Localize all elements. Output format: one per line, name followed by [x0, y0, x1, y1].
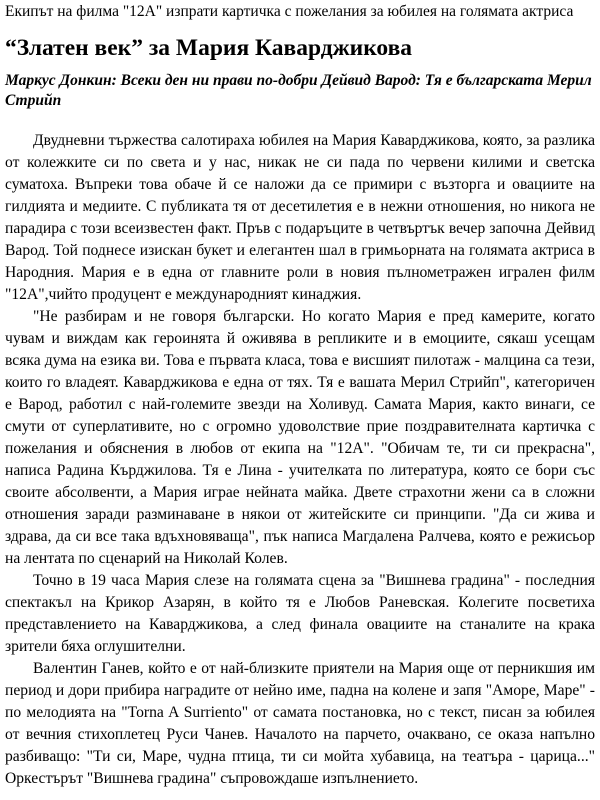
article-body: [5, 130, 595, 790]
article-paragraph: Двудневни тържества салотираха юбилея на Мария Каварджикова, която, за разлика от колежките си по света и у нас, никак не си пада по червени килими и светска суматоха. Въпреки това обаче й се наложи да се примири с възторга и овациите на гилдията и медиите. С публиката тя от десетилетия е в нежни отношения, но никога не парадира с този всеизвестен факт. Пръв с подаръците в четвъртък вечер започна Дейвид Варод. Той поднесе изискан букет и елегантен шал в гримьорната на голямата актриса в Народния. Мария е в една от главните роли в новия пълнометражен игрален филм "12А",чийто продуцент е международният кинаджия.: [5, 132, 595, 303]
article-paragraph: Валентин Ганев, който е от най-близките приятели на Мария още от перникшия им период и дори прибира наградите от нейно име, падна на колене и запя "Аморе, Маре" - по мелодията на "Torna A Surriento" от самата постановка, но с текст, писан за юбилея от вечния стихоплетец Руси Чанев. Началото на парчето, очаквано, се оказа напълно разбиващо: "Ти си, Маре, чудна птица, ти си мойта хубавица, на театъра - царица..." Оркестърът "Вишнева градина" съпровождаше изпълнението.: [5, 660, 595, 787]
article-lead: Маркус Донкин: Всеки ден ни прави по-добри Дейвид Варод: Тя е българската Мерил Стрийп: [5, 72, 592, 109]
article-paragraph: "Не разбирам и не говоря български. Но когато Мария е пред камерите, когато чувам и виждам как героинята й оживява в репликите и в емоциите, сякаш усещам всяка дума на езика ви. Това е първата класа, това е висшият пилотаж - малцина са тези, които го владеят. Каварджикова е една от тях. Тя е вашата Мерил Стрийп", категоричен е Варод, работил с най-големите звезди на Холивуд. Самата Мария, както винаги, се смути от суперлативите, но с огромно удоволствие прие поздравителната картичка с пожелания и обяснения в любов от екипа на "12А". "Обичам те, ти си прекрасна", написа Радина Кърджилова. Тя е Лина - учителката по литература, която се бори със своите абсолвенти, а Мария играе нейната майка. Двете страхотни жени са в сложни отношения заради разминаване в някои от житейските си принципи. "Да си жива и здрава, да си все така вдъхновяваща", пък написа Магдалена Ралчева, която е режисьор на лентата по сценарий на Николай Колев.: [5, 308, 595, 567]
article-kicker: Екипът на филма "12А" изпрати картичка с пожелания за юбилея на голямата актриса: [5, 3, 574, 20]
article-paragraph: Точно в 19 часа Мария слезе на голямата сцена за "Вишнева градина" - последния спектакъл на Крикор Азарян, в който тя е Любов Раневская. Колегите посветиха представлението на Каварджикова, а след финала овациите на станалите на крака зрители бяха оглушителни.: [5, 572, 595, 655]
article-headline: “Златен век” за Мария Каварджикова: [5, 35, 413, 61]
